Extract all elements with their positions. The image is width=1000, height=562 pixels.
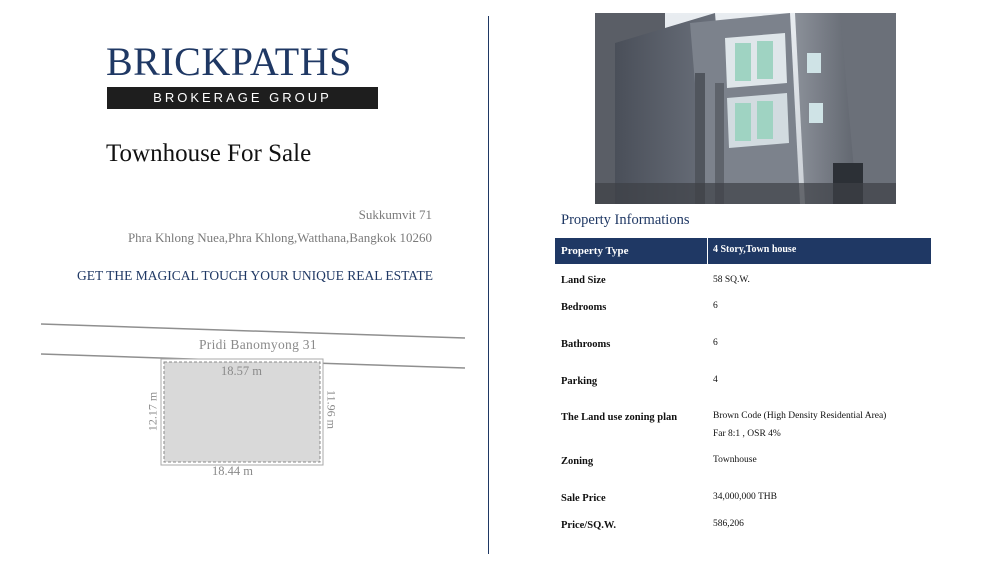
page-title: Townhouse For Sale xyxy=(106,140,312,167)
brand-subtitle: BROKERAGE GROUP xyxy=(107,87,378,109)
plot-top-dimension: 18.57 m xyxy=(221,364,262,378)
row-value-land-size: 58 SQ.W. xyxy=(713,275,750,285)
info-heading: Property Informations xyxy=(561,212,690,228)
plot-bottom-dimension: 18.44 m xyxy=(212,464,253,478)
row-value-far-osr: Far 8:1 , OSR 4% xyxy=(713,429,781,439)
row-label-zoning-plan: The Land use zoning plan xyxy=(561,412,678,423)
row-label-land-size: Land Size xyxy=(561,275,606,286)
row-value-sale-price: 34,000,000 THB xyxy=(713,492,777,502)
row-value-price-per-sqw: 586,206 xyxy=(713,519,744,529)
plot-right-dimension: 11.96 m xyxy=(324,390,339,429)
brand-name: BRICKPATHS xyxy=(106,39,352,84)
townhouse-photo xyxy=(595,13,896,204)
road-name: Pridi Banomyong 31 xyxy=(199,337,317,352)
table-header-row xyxy=(555,238,931,264)
row-label-bathrooms: Bathrooms xyxy=(561,339,611,350)
header-separator xyxy=(707,238,708,264)
row-value-zoning: Townhouse xyxy=(713,455,757,465)
row-value-zoning-plan: Brown Code (High Density Residential Area) xyxy=(713,411,887,421)
row-label-sale-price: Sale Price xyxy=(561,493,606,504)
row-value-bedrooms: 6 xyxy=(713,301,718,311)
address-street: Sukkumvit 71 xyxy=(358,207,432,222)
row-label-bedrooms: Bedrooms xyxy=(561,302,607,313)
header-label: Property Type xyxy=(561,245,629,257)
row-label-zoning: Zoning xyxy=(561,456,594,467)
header-value: 4 Story,Town house xyxy=(713,244,797,255)
road-edge-top xyxy=(41,324,465,338)
row-value-bathrooms: 6 xyxy=(713,338,718,348)
row-label-parking: Parking xyxy=(561,376,598,387)
row-value-parking: 4 xyxy=(713,375,718,385)
address-locality: Phra Khlong Nuea,Phra Khlong,Watthana,Bangkok 10260 xyxy=(127,230,432,245)
column-divider xyxy=(488,16,489,554)
row-label-price-per-sqw: Price/SQ.W. xyxy=(561,520,617,531)
tagline: GET THE MAGICAL TOUCH YOUR UNIQUE REAL ESTATE xyxy=(77,268,434,283)
plot-left-dimension: 12.17 m xyxy=(145,391,160,432)
